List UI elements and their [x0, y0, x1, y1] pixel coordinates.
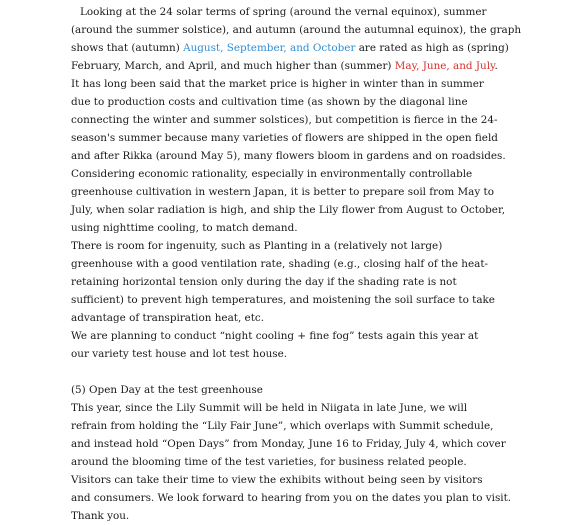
- text-line: refrain from holding the “Lily Fair June”, which overlaps with Summit schedule,: [71, 420, 494, 432]
- text-line: There is room for ingenuity, such as Planting in a (relatively not large): [71, 240, 443, 252]
- text-line-summer: [71, 57, 519, 75]
- text-line: This year, since the Lily Summit will be held in Niigata in late June, we will: [71, 402, 468, 414]
- text-line: our variety test house and lot test house.: [71, 348, 288, 360]
- text-line: connecting the winter and summer solstices), but competition is fierce in the 24-: [71, 114, 498, 126]
- text-line: due to production costs and cultivation time (as shown by the diagonal line: [71, 96, 468, 108]
- text-segment: February, March, and April, and much higher than (summer): [71, 60, 395, 72]
- text-line: and instead hold “Open Days” from Monday, June 16 to Friday, July 4, which cover: [71, 438, 506, 450]
- text-line: greenhouse with a good ventilation rate, shading (e.g., closing half of the heat-: [71, 258, 489, 270]
- paragraph-testing-plan: [71, 327, 519, 363]
- text-segment: shows that (autumn): [71, 42, 184, 54]
- paragraph-open-day: [71, 399, 519, 525]
- text-line: and after Rikka (around May 5), many flowers bloom in gardens and on roadsides.: [71, 150, 506, 162]
- text-line: (around the summer solstice), and autumn (around the autumnal equinox), the graph: [71, 24, 522, 36]
- text-line: advantage of transpiration heat, etc.: [71, 312, 264, 324]
- text-line: greenhouse cultivation in western Japan, it is better to prepare soil from May to: [71, 186, 494, 198]
- text-line: and consumers. We look forward to hearing from you on the dates you plan to visit.: [71, 492, 512, 504]
- document-body: [71, 0, 522, 525]
- text-line: around the blooming time of the test varieties, for business related people.: [71, 456, 467, 468]
- autumn-months-highlight: August, September, and October: [183, 42, 356, 54]
- paragraph-ingenuity: [71, 237, 519, 327]
- text-line-autumn: [71, 39, 519, 57]
- text-line: Considering economic rationality, especially in environmentally controllable: [71, 168, 473, 180]
- text-line: Visitors can take their time to view the exhibits without being seen by visitors: [71, 474, 483, 486]
- paragraph-economic-rationality: [71, 165, 519, 237]
- text-line: season's summer because many varieties of flowers are shipped in the open field: [71, 132, 498, 144]
- text-line: using nighttime cooling, to match demand.: [71, 222, 298, 234]
- summer-months-highlight: May, June, and July: [394, 60, 495, 72]
- text-line: It has long been said that the market price is higher in winter than in summer: [71, 78, 484, 90]
- text-line: July, when solar radiation is high, and ship the Lily flower from August to October,: [71, 204, 506, 216]
- paragraph-solar-terms: [71, 3, 522, 165]
- section-heading-open-day: (5) Open Day at the test greenhouse: [71, 384, 263, 396]
- text-segment: .: [494, 60, 498, 72]
- text-line: Thank you.: [71, 510, 130, 522]
- text-segment: are rated as high as (spring): [355, 42, 509, 54]
- text-line: retaining horizontal tension only during the day if the shading rate is not: [71, 276, 457, 288]
- text-line: sufficient) to prevent high temperatures, and moistening the soil surface to take: [71, 294, 495, 306]
- blank-line: [71, 363, 519, 381]
- text-line: Looking at the 24 solar terms of spring (around the vernal equinox), summer: [80, 6, 487, 18]
- text-line: We are planning to conduct “night cooling + fine fog” tests again this year at: [71, 330, 479, 342]
